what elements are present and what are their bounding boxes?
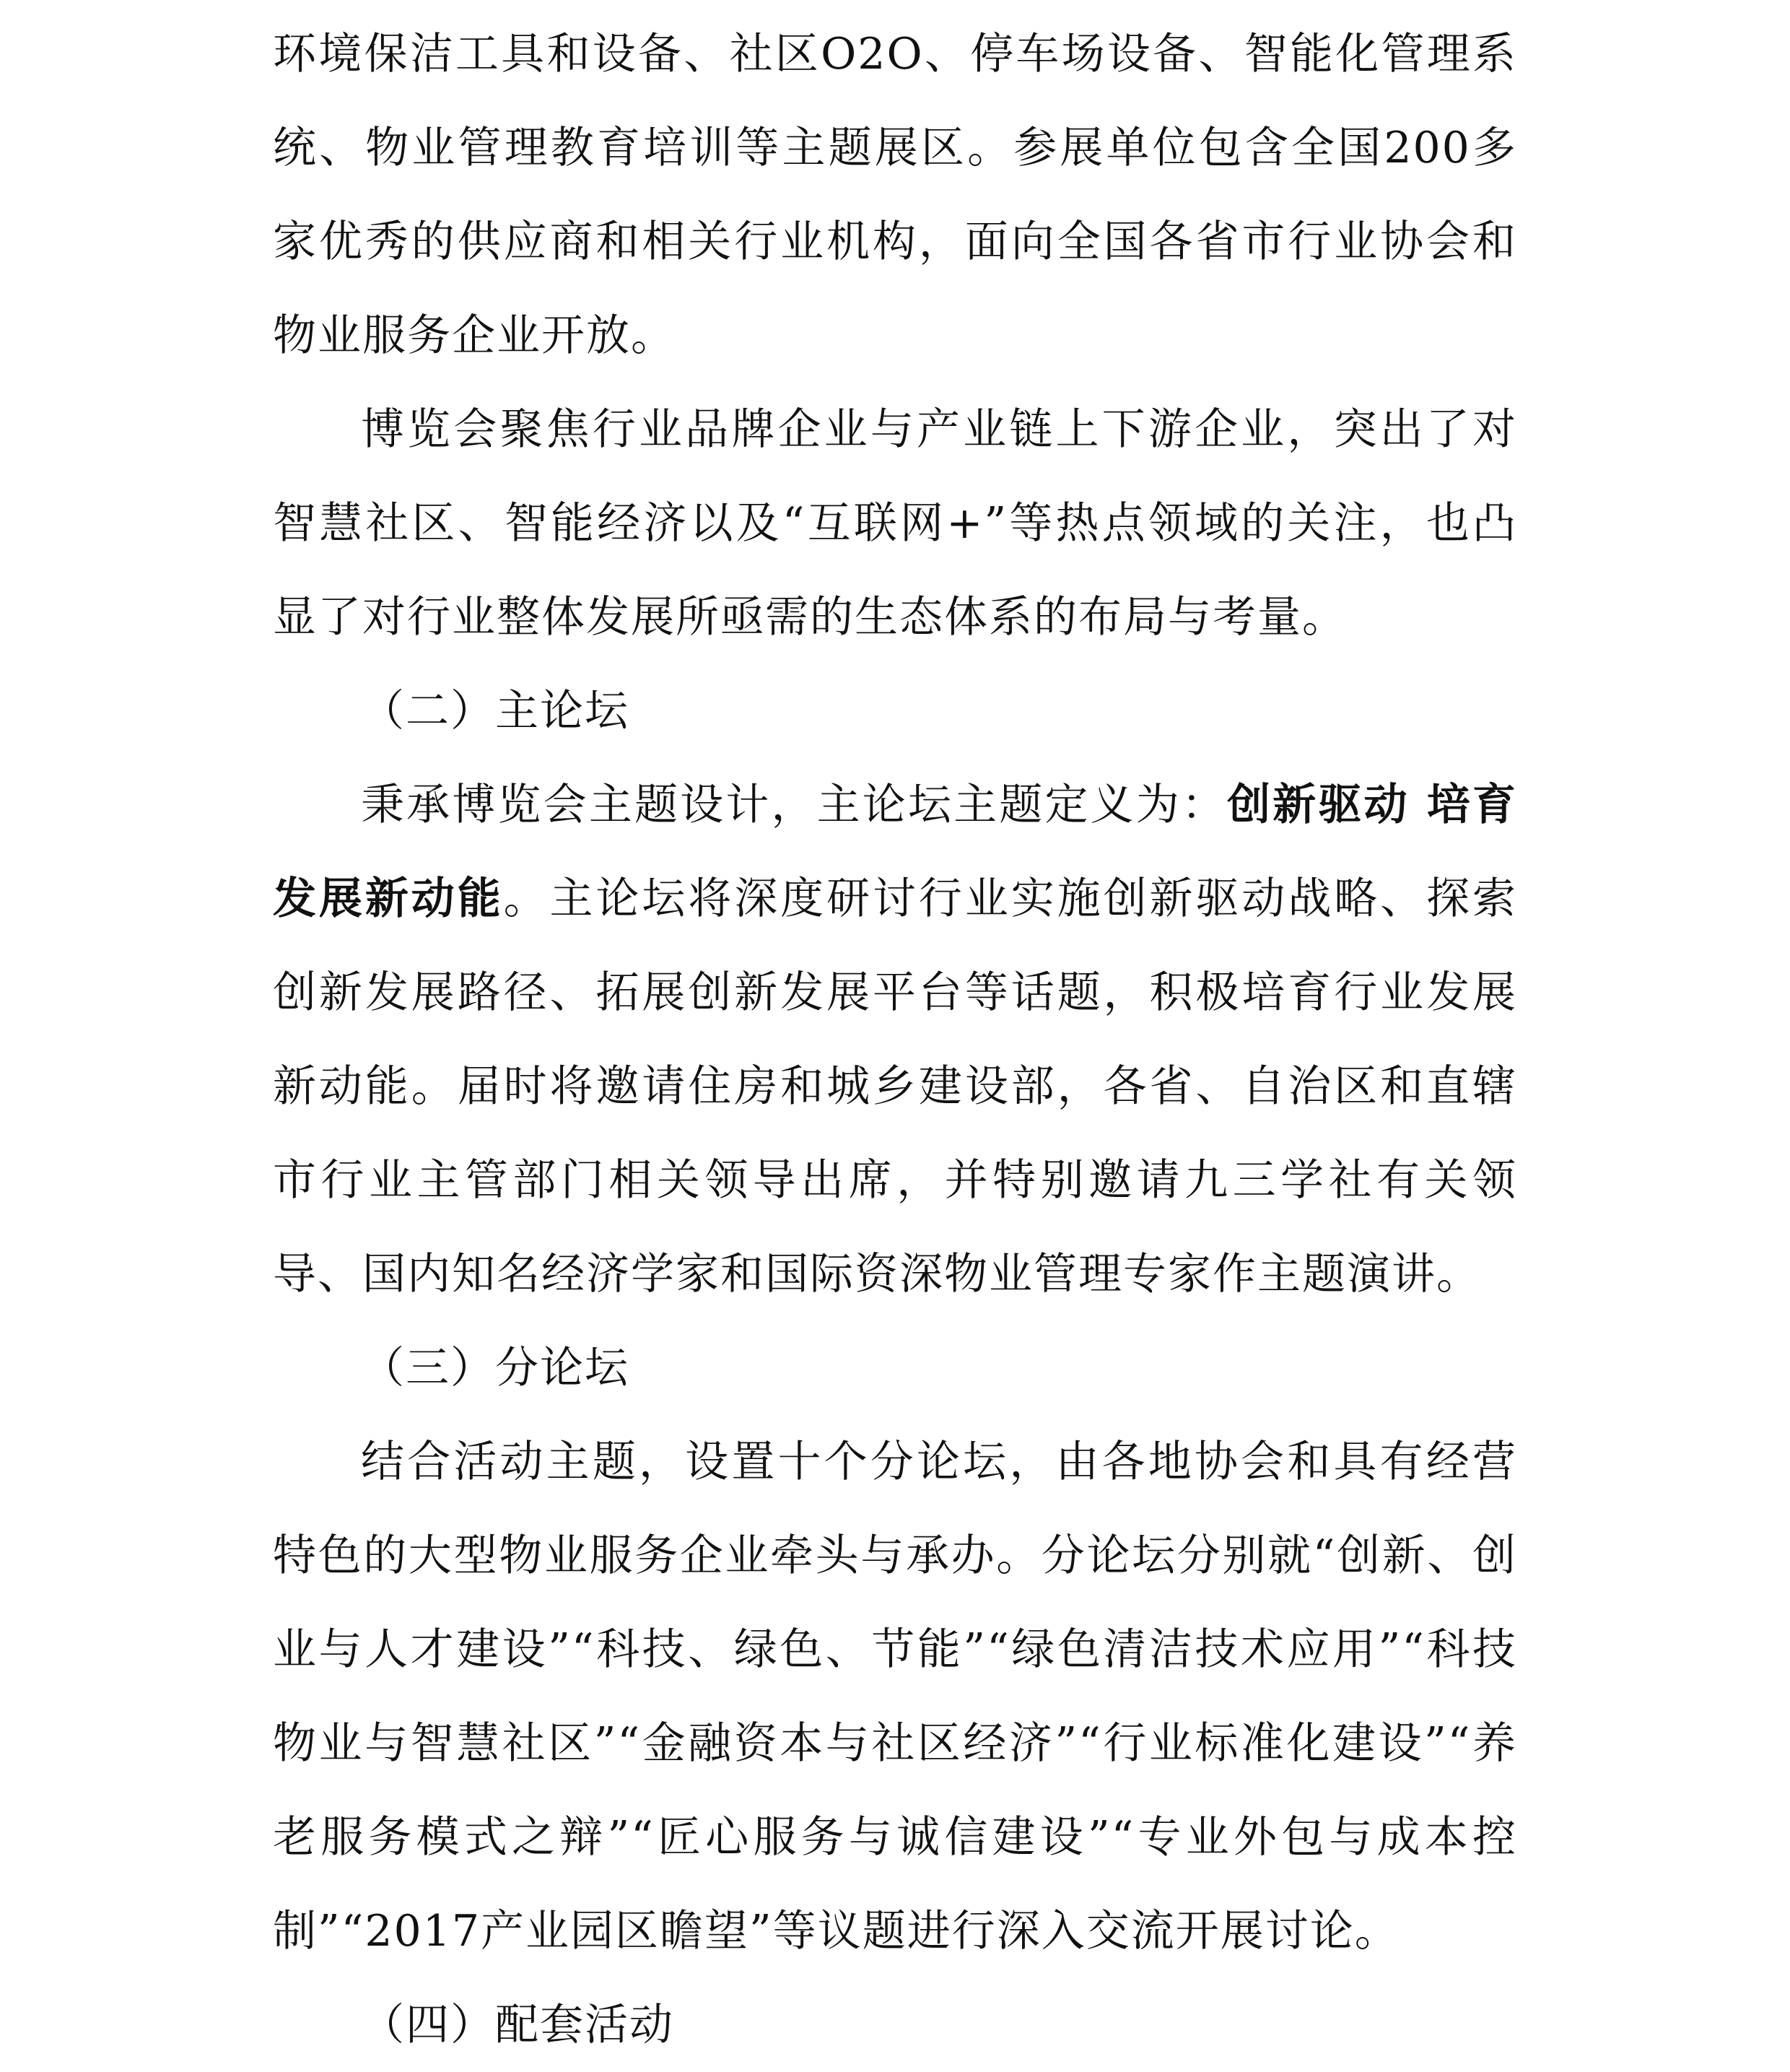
heading-sub-forums: （三）分论坛 (361, 1343, 629, 1393)
paragraph-exhibition-zones: 环境保洁工具和设备、社区O2O、停车场设备、智能化管理系统、物业管理教育培训等主题展区。参展单位包含全国200多家优秀的供应商和相关行业机构，面向全国各省市行业协会和物业服务企业开放。 (273, 29, 1517, 361)
paragraph-main-forum (273, 758, 1517, 1321)
paragraph-expo-focus: 博览会聚焦行业品牌企业与产业链上下游企业，突出了对智慧社区、智能经济以及“互联网+”等热点领域的关注，也凸显了对行业整体发展所亟需的生态体系的布局与考量。 (273, 404, 1517, 643)
heading-supporting-activities: （四）配套活动 (361, 2000, 674, 2050)
heading-main-forum: （二）主论坛 (361, 686, 629, 736)
document-body (273, 7, 1517, 2072)
paragraph-sub-forums: 结合活动主题，设置十个分论坛，由各地协会和具有经营特色的大型物业服务企业牵头与承办。分论坛分别就“创新、创业与人才建设”“科技、绿色、节能”“绿色清洁技术应用”“科技物业与智慧社区”“金融资本与社区经济”“行业标准化建设”“养老服务模式之辩”“匠心服务与诚信建设”“专业外包与成本控制”“2017产业园区瞻望”等议题进行深入交流开展讨论。 (273, 1437, 1517, 1956)
main-forum-rest-text: 。主论坛将深度研讨行业实施创新驱动战略、探索创新发展路径、拓展创新发展平台等话题，积极培育行业发展新动能。届时将邀请住房和城乡建设部，各省、自治区和直辖市行业主管部门相关领导出席，并特别邀请九三学社有关领导、国内知名经济学家和国际资深物业管理专家作主题演讲。 (273, 874, 1518, 1300)
main-forum-theme-bold: 创新驱动 培育发展新动能 (273, 780, 1517, 924)
main-forum-lead-text: 秉承博览会主题设计，主论坛主题定义为： (361, 780, 1228, 830)
